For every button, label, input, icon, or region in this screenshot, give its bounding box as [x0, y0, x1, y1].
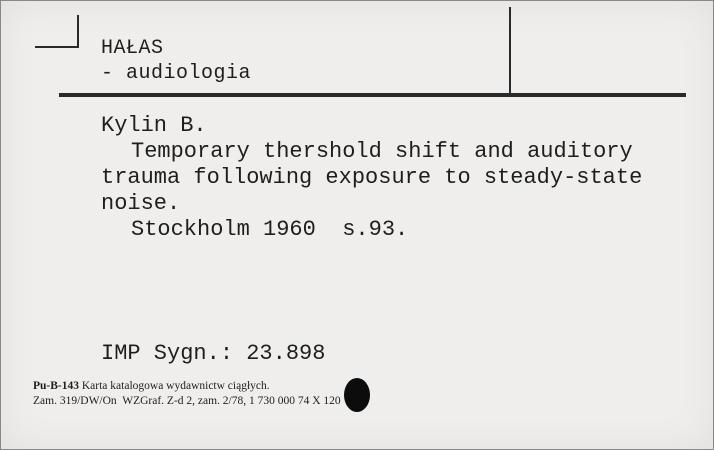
- bibliographic-entry: [101, 113, 642, 243]
- punch-hole: [344, 378, 370, 412]
- subject-subtitle: - audiologia: [101, 62, 252, 85]
- subject-title: HAŁAS: [101, 37, 164, 60]
- entry-imprint: Stockholm 1960 s.93.: [131, 217, 409, 242]
- entry-title-line: noise.: [101, 191, 181, 216]
- corner-mark-vertical: [77, 15, 79, 48]
- footer-line-1: [33, 379, 341, 394]
- footer-line-2: Zam. 319/DW/On WZGraf. Z-d 2, zam. 2/78, 1 730 000 74 X 120: [33, 395, 341, 407]
- entry-author: Kylin B.: [101, 113, 207, 138]
- header-vertical-divider: [509, 7, 511, 95]
- corner-mark-horizontal: [35, 46, 79, 48]
- printer-footer: [33, 379, 341, 409]
- call-number: IMP Sygn.: 23.898: [101, 341, 326, 366]
- footer-form-description: Karta katalogowa wydawnictw ciągłych.: [79, 380, 270, 392]
- header-rule: [59, 93, 686, 97]
- subject-heading: [101, 36, 251, 86]
- entry-title-line: Temporary thershold shift and auditory: [131, 139, 633, 164]
- footer-form-code: Pu-B-143: [33, 380, 79, 392]
- entry-title-line: trauma following exposure to steady-state: [101, 165, 643, 190]
